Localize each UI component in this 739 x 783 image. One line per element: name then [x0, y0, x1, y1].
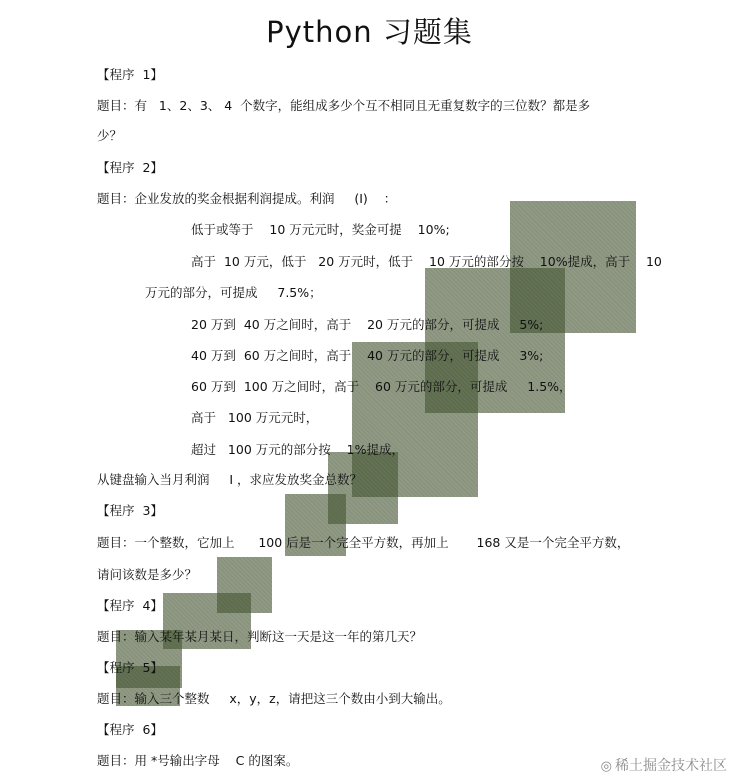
- text-line: 题目：输入三个整数 x，y，z，请把这三个数由小到大输出。: [97, 691, 451, 706]
- text-line: 低于或等于 10 万元元时，奖金可提 10%;: [191, 222, 450, 237]
- program-heading: 【程序 5】: [97, 660, 163, 675]
- text-line: 40 万到 60 万之间时，高于 40 万元的部分，可提成 3%;: [191, 348, 544, 363]
- text-line: 万元的部分，可提成 7.5%；: [145, 285, 322, 300]
- program-heading: 【程序 4】: [97, 598, 163, 613]
- text-line: 高于 10 万元，低于 20 万元时，低于 10 万元的部分按 10%提成，高于 10: [191, 254, 662, 269]
- text-line: 从键盘输入当月利润 I ，求应发放奖金总数？: [97, 472, 363, 487]
- text-line: 题目：输入某年某月某日，判断这一天是这一年的第几天？: [97, 629, 423, 644]
- watermark-text: 稀土掘金技术社区: [615, 758, 727, 774]
- program-heading: 【程序 3】: [97, 503, 163, 518]
- text-line: 请问该数是多少？: [97, 567, 198, 582]
- text-line: 少？: [97, 128, 123, 143]
- watermark: [601, 755, 727, 775]
- text-line: 超过 100 万元的部分按 1%提成，: [191, 442, 404, 457]
- program-heading: 【程序 2】: [97, 160, 163, 175]
- program-heading: 【程序 6】: [97, 722, 163, 737]
- program-heading: 【程序 1】: [97, 67, 163, 82]
- juejin-logo-icon: ◎: [600, 759, 612, 774]
- text-line: 题目：一个整数，它加上 100 后是一个完全平方数，再加上 168 又是一个完全平方数，: [97, 535, 630, 550]
- page-title: Python 习题集: [266, 15, 473, 49]
- text-line: 60 万到 100 万之间时，高于 60 万元的部分，可提成 1.5%，: [191, 379, 572, 394]
- text-line: 题目：用 *号输出字母 C 的图案。: [97, 753, 299, 768]
- text-line: 高于 100 万元元时，: [191, 410, 319, 425]
- text-line: 20 万到 40 万之间时，高于 20 万元的部分，可提成 5%;: [191, 317, 544, 332]
- text-line: 题目：企业发放的奖金根据利润提成。利润 (I) ：: [97, 191, 397, 206]
- text-line: 题目：有 1、2、3、 4 个数字，能组成多少个互不相同且无重复数字的三位数？都是多: [97, 98, 591, 113]
